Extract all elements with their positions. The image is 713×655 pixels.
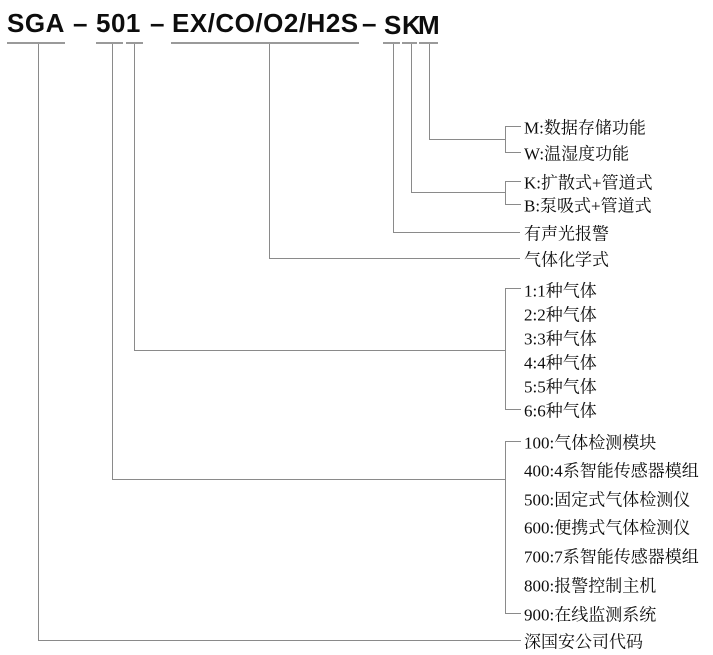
bracket-gas-count-tick-bottom bbox=[505, 409, 521, 410]
label-series-800: 800:报警控制主机 bbox=[524, 576, 657, 596]
label-gas-count-5: 5:5种气体 bbox=[524, 377, 597, 397]
model-gas-formula: EX/CO/O2/H2S bbox=[172, 8, 359, 38]
connector-series-v bbox=[112, 44, 113, 479]
bracket-function-tick-top bbox=[505, 126, 521, 127]
model-series-number: 501 bbox=[96, 8, 141, 38]
underline-gas-formula bbox=[171, 42, 359, 44]
connector-gas-count-v bbox=[134, 44, 135, 350]
underline-option-k bbox=[402, 42, 417, 44]
connector-company-h bbox=[38, 640, 521, 641]
connector-alarm-h bbox=[393, 232, 520, 233]
bracket-sampling-tick-top bbox=[505, 181, 521, 182]
label-alarm: 有声光报警 bbox=[524, 224, 609, 244]
model-option-s: S bbox=[384, 10, 402, 40]
label-company-code: 深国安公司代码 bbox=[524, 632, 643, 652]
model-prefix: SGA bbox=[7, 8, 65, 38]
label-function-m: M:数据存储功能 bbox=[524, 118, 646, 138]
label-sampling-b: B:泵吸式+管道式 bbox=[524, 196, 652, 216]
label-gas-formula: 气体化学式 bbox=[524, 250, 609, 270]
label-series-500: 500:固定式气体检测仪 bbox=[524, 490, 691, 510]
label-series-400: 400:4系智能传感器模组 bbox=[524, 461, 699, 481]
label-function-w: W:温湿度功能 bbox=[524, 144, 630, 164]
bracket-sampling bbox=[505, 181, 506, 205]
label-series-900: 900:在线监测系统 bbox=[524, 605, 657, 625]
connector-gas-count-h bbox=[134, 350, 505, 351]
connector-gas-formula-v bbox=[269, 44, 270, 258]
bracket-series bbox=[505, 441, 506, 614]
model-dash-3: – bbox=[362, 8, 377, 38]
connector-sampling-h bbox=[411, 192, 505, 193]
bracket-gas-count bbox=[505, 288, 506, 410]
label-gas-count-2: 2:2种气体 bbox=[524, 305, 597, 325]
label-series-700: 700:7系智能传感器模组 bbox=[524, 547, 699, 567]
bracket-function bbox=[505, 126, 506, 153]
underline-prefix bbox=[7, 42, 65, 44]
bracket-series-tick-bottom bbox=[505, 613, 521, 614]
model-option-k: K bbox=[402, 10, 422, 40]
bracket-series-tick-top bbox=[505, 441, 521, 442]
connector-gas-formula-h bbox=[269, 258, 520, 259]
connector-company-v bbox=[38, 44, 39, 640]
label-gas-count-6: 6:6种气体 bbox=[524, 401, 597, 421]
bracket-function-tick-bottom bbox=[505, 152, 521, 153]
label-gas-count-4: 4:4种气体 bbox=[524, 353, 597, 373]
underline-option-s bbox=[383, 42, 400, 44]
model-option-m: M bbox=[418, 10, 441, 40]
connector-function-h bbox=[429, 139, 505, 140]
bracket-sampling-tick-bottom bbox=[505, 204, 521, 205]
connector-series-h bbox=[112, 479, 505, 480]
connector-sampling-v bbox=[411, 44, 412, 192]
label-gas-count-1: 1:1种气体 bbox=[524, 281, 597, 301]
connector-alarm-v bbox=[393, 44, 394, 232]
connector-function-v bbox=[429, 44, 430, 139]
label-series-100: 100:气体检测模块 bbox=[524, 433, 657, 453]
model-dash-1: – bbox=[73, 8, 88, 38]
label-series-600: 600:便携式气体检测仪 bbox=[524, 518, 691, 538]
model-dash-2: – bbox=[150, 8, 165, 38]
label-sampling-k: K:扩散式+管道式 bbox=[524, 173, 653, 193]
underline-series-digits bbox=[96, 42, 123, 44]
label-gas-count-3: 3:3种气体 bbox=[524, 329, 597, 349]
bracket-gas-count-tick-top bbox=[505, 288, 521, 289]
